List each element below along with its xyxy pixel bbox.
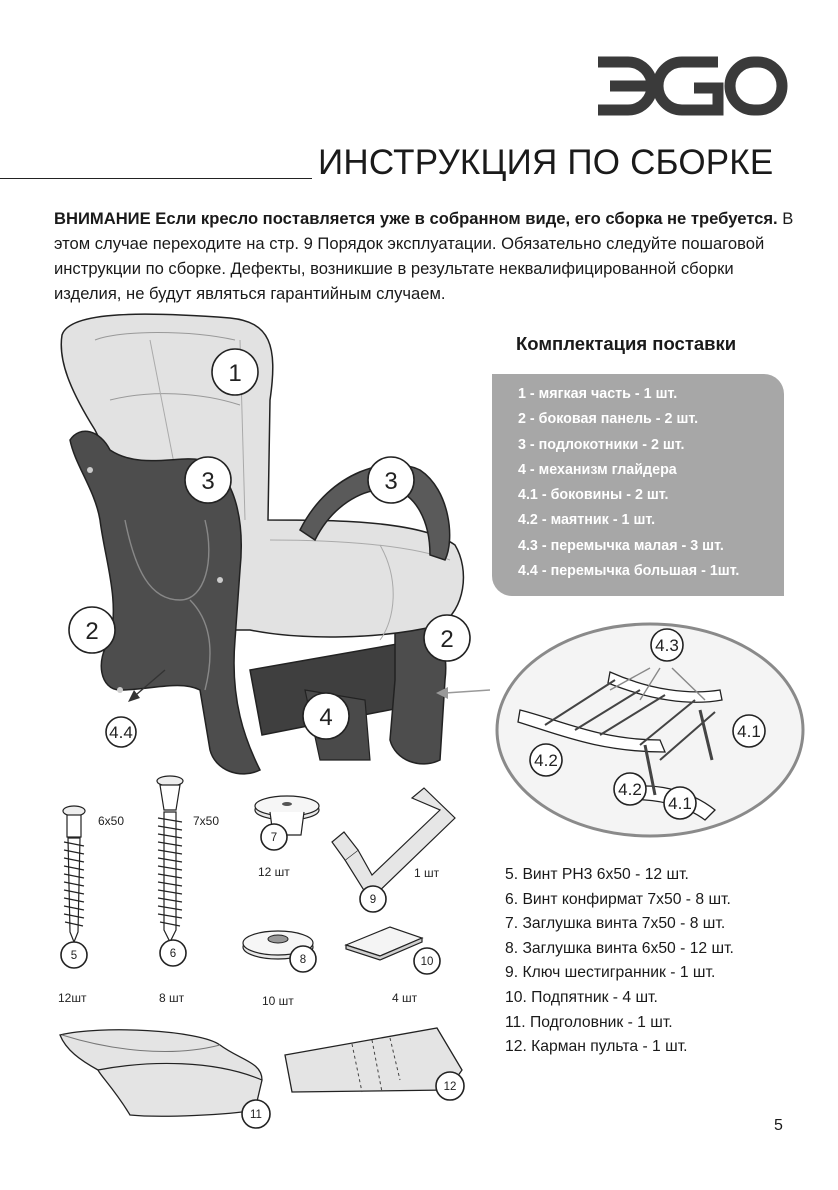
- parts-list-item: 10. Подпятник - 4 шт.: [505, 988, 658, 1006]
- pad-10-qty: 4 шт: [392, 991, 418, 1005]
- callout-4-1-bottom: 4.1: [668, 794, 692, 813]
- kit-item: 1 - мягкая часть - 1 шт.: [518, 386, 678, 402]
- kit-item: 2 - боковая панель - 2 шт.: [518, 411, 699, 428]
- callout-5: 5: [70, 950, 78, 962]
- parts-list: [505, 863, 734, 1060]
- callout-4-2-bottom: 4.2: [618, 780, 642, 799]
- page-title: ИНСТРУКЦИЯ ПО СБОРКЕ: [318, 143, 774, 182]
- screw-5: [58, 806, 124, 1005]
- callout-4-4: 4.4: [109, 723, 133, 742]
- callout-4-2-left: 4.2: [534, 751, 558, 770]
- screw-5-qty: 12шт: [58, 991, 87, 1005]
- callout-1: 1: [228, 360, 242, 387]
- glider-mechanism: [497, 624, 803, 836]
- pad-10: [346, 927, 440, 1005]
- instruction-text: В этом случае переходите на стр. 9 Порядок эксплуатации. Обязательно следуйте пошаговой инструкции по сборке. Дефекты, возникшие в результате неквалифицированной сборки изделия, не будут являться гарантийным случаем.: [54, 209, 794, 303]
- parts-list-item: 11. Подголовник - 1 шт.: [505, 1013, 673, 1031]
- callout-2-right: 2: [440, 626, 454, 653]
- callout-12: 12: [443, 1081, 457, 1093]
- screw-6: [157, 776, 219, 1005]
- cap-7: [255, 796, 319, 879]
- key-9-qty: 1 шт: [414, 866, 440, 880]
- cap-8: [243, 931, 316, 1008]
- kit-item: 4.4 - перемычка большая - 1шт.: [518, 563, 740, 580]
- warning-text: ВНИМАНИЕ Если кресло поставляется уже в собранном виде, его сборка не требуется.: [54, 209, 778, 228]
- callout-11: 11: [250, 1109, 262, 1121]
- chair-illustration: [61, 314, 470, 774]
- callout-9: 9: [369, 894, 377, 906]
- kit-item: 4.2 - маятник - 1 шт.: [518, 512, 656, 529]
- callout-2-left: 2: [85, 618, 99, 645]
- parts-list-item: 8. Заглушка винта 6х50 - 12 шт.: [505, 939, 734, 957]
- cap-7-qty: 12 шт: [258, 865, 290, 879]
- callout-6: 6: [169, 948, 177, 960]
- screw-6-qty: 8 шт: [159, 991, 185, 1005]
- kit-item: 3 - подлокотники - 2 шт.: [518, 436, 685, 453]
- page-number: 5: [774, 1117, 783, 1134]
- parts-list-item: 6. Винт конфирмат 7х50 - 8 шт.: [505, 890, 731, 908]
- kit-item: 4.1 - боковины - 2 шт.: [518, 487, 669, 504]
- cap-8-qty: 10 шт: [262, 994, 294, 1008]
- pocket-12: [285, 1028, 464, 1100]
- headrest-11: [60, 1030, 270, 1128]
- screw-6-size: 7x50: [193, 814, 220, 828]
- screw-5-size: 6x50: [98, 814, 125, 828]
- kit-item: 4.3 - перемычка малая - 3 шт.: [518, 537, 724, 554]
- callout-3-left: 3: [201, 468, 215, 495]
- parts-list-item: 5. Винт РН3 6х50 - 12 шт.: [505, 866, 689, 883]
- parts-list-item: 7. Заглушка винта 7х50 - 8 шт.: [505, 915, 726, 933]
- kit-item: 4 - механизм глайдера: [518, 461, 677, 478]
- callout-10: 10: [420, 956, 434, 968]
- hex-key-9: [332, 788, 455, 912]
- callout-4-1-right: 4.1: [737, 722, 761, 741]
- callout-3-right: 3: [384, 468, 398, 495]
- callout-8: 8: [299, 954, 307, 966]
- kit-title: Комплектация поставки: [516, 333, 737, 354]
- callout-4: 4: [319, 704, 333, 731]
- callout-7: 7: [270, 832, 278, 844]
- parts-list-item: 9. Ключ шестигранник - 1 шт.: [505, 964, 716, 982]
- callout-4-3: 4.3: [655, 636, 679, 655]
- parts-list-item: 12. Карман пульта - 1 шт.: [505, 1038, 688, 1056]
